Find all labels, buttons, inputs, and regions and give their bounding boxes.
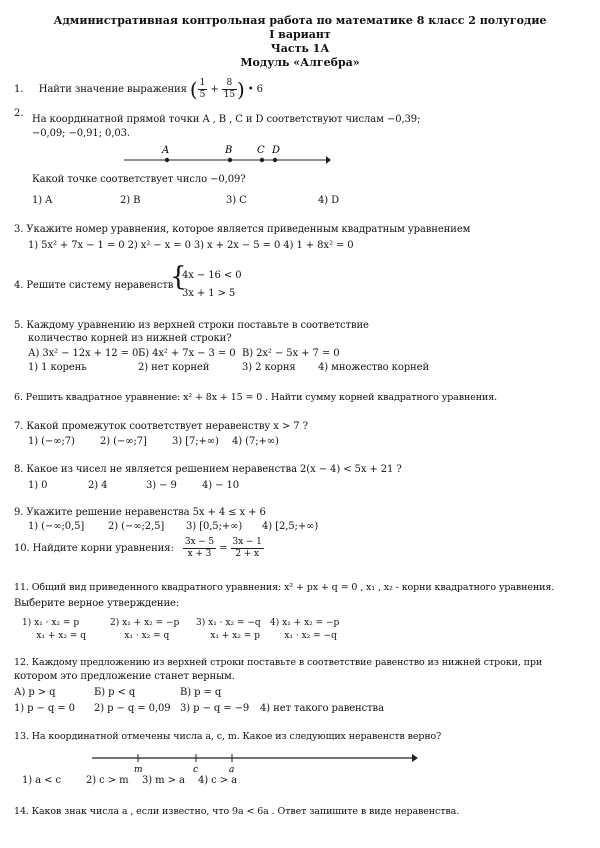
q7-option-1: 1) (−∞;7) xyxy=(28,436,75,447)
q2-number-line xyxy=(120,142,332,172)
q2-point-c xyxy=(260,158,264,162)
q11-option-4: 4) x₁ + x₂ = −p x₁ · x₂ = −q xyxy=(270,618,340,641)
q9-option-2: 2) (−∞;2,5] xyxy=(108,521,165,532)
q12-bottom-2: 2) p − q = 0,09 xyxy=(94,703,171,714)
title-part: Часть 1А xyxy=(270,42,330,55)
q5-root-4: 4) множество корней xyxy=(318,362,430,373)
q2-point-a xyxy=(165,158,169,162)
q13-option-4: 4) c > a xyxy=(198,775,237,786)
q13-option-1: 1) a < c xyxy=(22,775,61,786)
q7-option-3: 3) [7;+∞) xyxy=(172,436,219,447)
q5-root-3: 3) 2 корня xyxy=(242,362,296,373)
title-line-1: Административная контрольная работа по математике 8 класс 2 полугодие xyxy=(53,14,547,27)
q4-ineq-2: 3x + 1 > 5 xyxy=(182,288,236,299)
q9-option-3: 3) [0,5;+∞) xyxy=(186,521,243,532)
q10-equals: = xyxy=(219,543,228,554)
q2-label-c: C xyxy=(257,145,265,156)
q13-option-3: 3) m > a xyxy=(142,775,185,786)
q7-option-2: 2) (−∞;7] xyxy=(100,436,147,447)
q5-line-1: 5. Каждому уравнению из верхней строки поставьте в соответствие xyxy=(14,320,369,331)
q13-label-a: a xyxy=(229,765,235,774)
title-variant: I вариант xyxy=(269,28,331,41)
q2-question: Какой точке соответствует число −0,09? xyxy=(32,174,246,185)
q10-right-num: 3x − 1 xyxy=(232,537,262,547)
q11-option-1: 1) x₁ · x₂ = p x₁ + x₂ = q xyxy=(22,618,86,641)
q10-left-num: 3x − 5 xyxy=(184,537,215,547)
q2-point-d xyxy=(273,158,277,162)
q8-option-3: 3) − 9 xyxy=(146,480,177,491)
q12-line-2: котором это предложение станет верным. xyxy=(14,671,235,682)
q5-root-2: 2) нет корней xyxy=(138,362,210,373)
q6-text: 6. Решить квадратное уравнение: x² + 8x + 15 = 0 . Найти сумму корней квадратного уравнения. xyxy=(14,392,498,403)
q8-option-2: 2) 4 xyxy=(88,480,108,491)
q5-eq-b: Б) 4x² + 7x − 3 = 0 xyxy=(138,348,236,359)
q11-line-1: 11. Общий вид приведенного квадратного уравнения: x² + px + q = 0 , x₁ , x₂ - корни квадратного уравнения. xyxy=(14,582,555,593)
q11-option-2: 2) x₁ + x₂ = −p x₁ · x₂ = q xyxy=(110,618,180,641)
question-1: 1. Найти значение выражения ( $\frac{1}{5}$ + $\frac{8}{15}$ ) • 6 xyxy=(14,77,263,102)
q3-options: 1) 5x² + 7x − 1 = 0 2) x² − x = 0 3) x + 2x − 5 = 0 4) 1 + 8x² = 0 xyxy=(28,240,354,251)
q8-text: 8. Какое из чисел не является решением неравенства 2(x − 4) < 5x + 21 ? xyxy=(14,464,402,475)
q14-text: 14. Каков знак числа a , если известно, что 9a < 6a . Ответ запишите в виде неравенства. xyxy=(14,806,460,817)
q11-line-2: Выберите верное утверждение: xyxy=(14,598,180,609)
title-module: Модуль «Алгебра» xyxy=(240,56,360,69)
q2-answer-3: 3) C xyxy=(226,195,247,206)
q2-answer-2: 2) B xyxy=(120,195,141,206)
q2-label-d: D xyxy=(272,145,281,156)
q4-ineq-1: 4x − 16 < 0 xyxy=(182,270,242,281)
q4-brace: { xyxy=(170,262,187,292)
q2-answer-4: 4) D xyxy=(318,195,340,206)
q1-op: + xyxy=(210,84,219,95)
q10-left-den: x + 3 xyxy=(187,549,212,559)
q2-answer-1: 1) A xyxy=(32,195,53,206)
q1-tail: • 6 xyxy=(247,84,263,95)
q1-text: Найти значение выражения xyxy=(38,84,187,95)
q9-text: 9. Укажите решение неравенства 5x + 4 ≤ x + 6 xyxy=(14,507,266,518)
q2-point-b xyxy=(228,158,232,162)
q1-f2-den: 15 xyxy=(223,90,235,100)
q9-option-4: 4) [2,5;+∞) xyxy=(262,521,319,532)
question-10 xyxy=(14,537,264,560)
q2-line-1: На координатной прямой точки A , B , C и D соответствуют числам −0,39; xyxy=(32,114,421,125)
q8-option-1: 1) 0 xyxy=(28,480,48,491)
q12-line-1: 12. Каждому предложению из верхней строки поставьте в соответствие равенство из нижней строки, при xyxy=(14,657,543,668)
q11-option-3: 3) x₁ · x₂ = −q x₁ + x₂ = p xyxy=(196,618,261,641)
q7-text: 7. Какой промежуток соответствует неравенству x > 7 ? xyxy=(14,421,308,432)
q10-right-den: 2 + x xyxy=(235,549,259,559)
q12-top-a: А) p > q xyxy=(14,687,56,698)
q2-label-a: A xyxy=(162,145,170,156)
q13-label-c: c xyxy=(193,765,199,774)
q13-option-2: 2) c > m xyxy=(86,775,129,786)
q1-number: 1. xyxy=(14,84,24,95)
q5-line-2: количество корней из нижней строки? xyxy=(28,333,232,344)
q2-line-2: −0,09; −0,91; 0,03. xyxy=(32,128,130,139)
q3-text: 3. Укажите номер уравнения, которое является приведенным квадратным уравнением xyxy=(14,224,471,235)
q4-text: 4. Решите систему неравенств xyxy=(14,280,174,291)
q13-number-line xyxy=(90,748,420,774)
q1-f1-den: 5 xyxy=(199,90,206,100)
q12-bottom-3: 3) p − q = −9 xyxy=(180,703,250,714)
q2-label-b: B xyxy=(225,145,233,156)
q1-f1-num: 1 xyxy=(199,78,206,88)
q12-top-b: Б) p < q xyxy=(94,687,136,698)
q1-f2-num: 8 xyxy=(222,78,237,90)
q8-option-4: 4) − 10 xyxy=(202,480,240,491)
q9-option-1: 1) (−∞;0,5] xyxy=(28,521,85,532)
q13-text: 13. На координатной отмечены числа a, c, m. Какое из следующих неравенств верно? xyxy=(14,731,442,742)
q7-option-4: 4) (7;+∞) xyxy=(232,436,279,447)
q13-label-m: m xyxy=(134,765,143,774)
q10-text: 10. Найдите корни уравнения: xyxy=(14,543,174,554)
q5-eq-a: А) 3x² − 12x + 12 = 0 xyxy=(28,348,139,359)
q12-bottom-1: 1) p − q = 0 xyxy=(14,703,75,714)
q12-bottom-4: 4) нет такого равенства xyxy=(260,703,384,714)
q5-root-1: 1) 1 корень xyxy=(28,362,87,373)
q12-top-c: В) p = q xyxy=(180,687,222,698)
q5-eq-c: В) 2x² − 5x + 7 = 0 xyxy=(242,348,340,359)
q2-number: 2. xyxy=(14,108,24,119)
